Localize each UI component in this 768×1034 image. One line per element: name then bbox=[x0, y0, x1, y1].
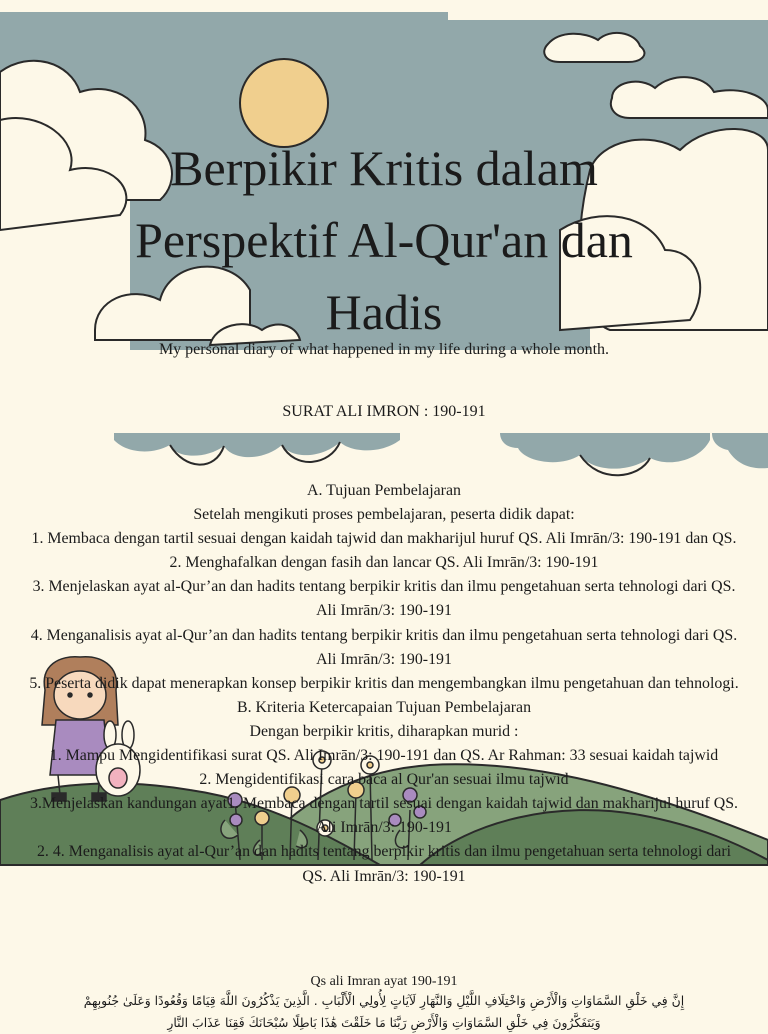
content-line: 3. Menjelaskan ayat al-Qur’an dan hadits tentang berpikir kritis dan ilmu pengetahuan serta tehnologi dari QS. bbox=[32, 578, 736, 596]
section-heading: A. Tujuan Pembelajaran bbox=[307, 482, 461, 499]
title-line: Hadis bbox=[325, 284, 443, 340]
surah-reference: SURAT ALI IMRON : 190-191 bbox=[282, 403, 486, 420]
title-line: Berpikir Kritis dalam bbox=[170, 140, 598, 196]
mid-sky bbox=[114, 433, 768, 475]
content-line: Ali Imrān/3: 190-191 bbox=[316, 650, 452, 668]
arabic-verse bbox=[0, 990, 768, 1034]
content-line: Dengan berpikir kritis, diharapkan murid : bbox=[249, 722, 519, 740]
content-line: 1. Membaca dengan tartil sesuai dengan kaidah tajwid dan makharijul huruf QS. Ali Imrān/3: 190-191 dan QS. bbox=[31, 530, 737, 548]
subtitle: My personal diary of what happened in my life during a whole month. bbox=[158, 341, 610, 358]
verse-caption: Qs ali Imran ayat 190-191 bbox=[310, 974, 458, 989]
page-title bbox=[0, 132, 768, 348]
content-line: 2. 4. Menganalisis ayat al-Qur’an dan hadits tentang berpikir kritis dan ilmu pengetahuan serta tehnologi dari bbox=[36, 843, 732, 861]
content-line: 2. Mengidentifikasi cara baca al Qur'an sesuai ilmu tajwid bbox=[199, 771, 569, 789]
lesson-content bbox=[0, 479, 768, 889]
content-line: 3.Menjelaskan kandungan ayat1. Membaca dengan tartil sesuai dengan kaidah tajwid dan makharijul huruf QS. bbox=[30, 795, 738, 813]
arabic-line: وَيَتَفَكَّرُونَ فِي خَلْقِ السَّمَاوَاتِ وَالْأَرْضِ رَبَّنَا مَا خَلَقْتَ هَٰذَا بَاطِلًا سُبْحَانَكَ فَقِنَا عَذَابَ النَّارِ bbox=[167, 1015, 601, 1030]
content-line: 2. Menghafalkan dengan fasih dan lancar QS. Ali Imrān/3: 190-191 bbox=[169, 554, 599, 572]
content-line: QS. Ali Imrān/3: 190-191 bbox=[302, 867, 466, 885]
content-line: 5. Peserta didik dapat menerapkan konsep berpikir kritis dan mengembangkan ilmu pengetahuan dan tehnologi. bbox=[29, 674, 739, 692]
content-line: Ali Imrān/3: 190-191 bbox=[316, 819, 452, 837]
content-line: 4. Menganalisis ayat al-Qur’an dan hadits tentang berpikir kritis dan ilmu pengetahuan serta tehnologi dari QS. bbox=[30, 626, 738, 644]
content-line: Ali Imrān/3: 190-191 bbox=[316, 602, 452, 620]
content-line: Setelah mengikuti proses pembelajaran, peserta didik dapat: bbox=[193, 506, 575, 524]
title-line: Perspektif Al-Qur'an dan bbox=[135, 212, 633, 268]
section-heading: B. Kriteria Ketercapaian Tujuan Pembelajaran bbox=[236, 698, 532, 716]
content-line: 1. Mampu Mengidentifikasi surat QS. Ali Imrān/3: 190-191 dan QS. Ar Rahman: 33 sesuai kaidah tajwid bbox=[49, 747, 719, 765]
arabic-line: إِنَّ فِي خَلْقِ السَّمَاوَاتِ وَالْأَرْضِ وَاخْتِلَافِ اللَّيْلِ وَالنَّهَارِ لَآيَاتٍ لِأُولِي الْأَلْبَابِ . الَّذِينَ يَذْكُرُونَ اللَّهَ قِيَامًا وَقُعُودًا وَعَلَىٰ جُنُوبِهِمْ bbox=[83, 993, 685, 1008]
